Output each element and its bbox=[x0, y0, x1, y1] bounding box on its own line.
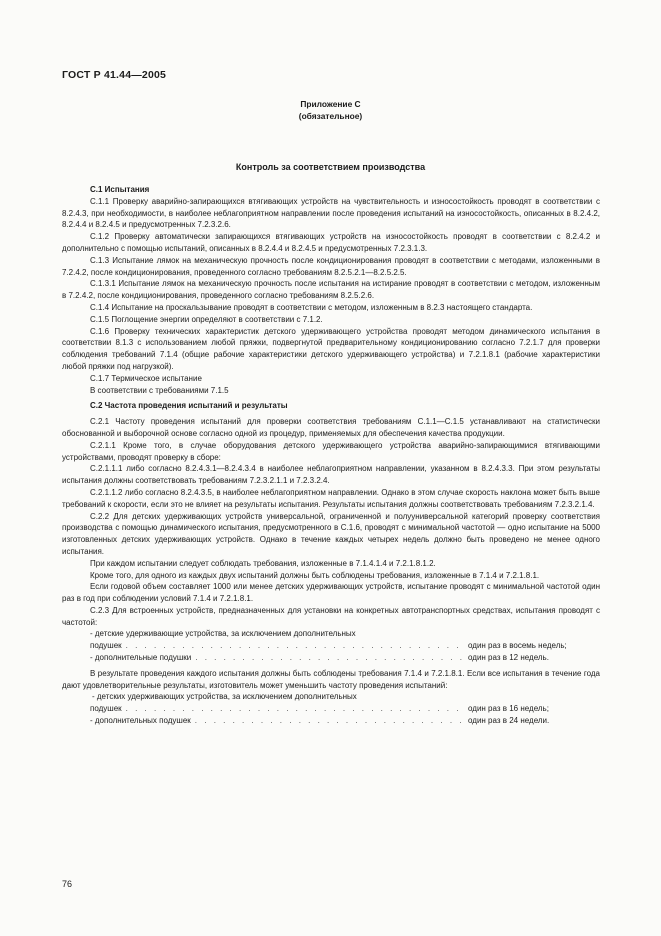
paragraph-c2-1-1-1: С.2.1.1.1 либо согласно 8.2.4.3.1—8.2.4.3.4 в наиболее неблагоприятном направлении, указанном в 8.2.4.3.3. При этом результаты испытания должны соответствовать требованиям 7.2.3.2.1.1 и 7.2.3.2.4. bbox=[62, 464, 600, 486]
list1-item2 bbox=[62, 652, 600, 664]
list1-item1 bbox=[62, 640, 600, 652]
paragraph-c1-4: С.1.4 Испытание на проскальзывание проводят в соответствии с методом, изложенным в 8.2.3 настоящего стандарта. bbox=[90, 302, 533, 312]
paragraph-c1-1: С.1.1 Проверку аварийно-запирающихся втягивающих устройств на чувствительность и износостойкость проводят в соответствии с 8.2.4.3, при необходимости, в наиболее неблагоприятном направлении после проведения испытаний на износостойкость, описанных в 8.2.4.2, 8.2.4.4 и 8.2.4.5 и предусмотренных 7.2.3.2.6. bbox=[62, 196, 600, 230]
paragraph-c2-2-c: Если годовой объем составляет 1000 или менее детских удерживающих устройств, испытание проводят с минимальной частотой один раз в год при соблюдении условий 7.1.4 и 7.2.1.8.1. bbox=[62, 582, 600, 604]
section-c1-heading: С.1 Испытания bbox=[90, 185, 150, 194]
list1-item2-value: один раз в 12 недель. bbox=[468, 653, 549, 663]
paragraph-c1-7-text: В соответствии с требованиями 7.1.5 bbox=[90, 385, 229, 395]
list2-item1-label: подушек bbox=[90, 704, 122, 714]
paragraph-c2-2: С.2.2 Для детских удерживающих устройств универсальной, ограниченной и полууниверсальной категорий проверку соответствия производства с помощью динамического испытания, предусмотренного в С.1.6, проводят с минимальной частотой — одно испытание на 5000 изготовленных детских удерживающих устройств. Однако в течение каждых четырех недель должно быть проведено не менее одного испытания. bbox=[62, 511, 600, 556]
leader-dots bbox=[126, 703, 464, 715]
leader-dots bbox=[126, 640, 464, 652]
list1-item1-value: один раз в восемь недель; bbox=[468, 641, 567, 651]
paragraph-c2-3-b: В результате проведения каждого испытания должны быть соблюдены требования 7.1.4 и 7.2.1.8.1. Если все испытания в течение года дают удовлетворительные результаты, изготовитель может уменьшить частоту проведения испытаний: bbox=[62, 668, 600, 690]
list1-line1: - детские удерживающие устройства, за исключением дополнительных bbox=[90, 629, 356, 639]
paragraph-c2-1: С.2.1 Частоту проведения испытаний для проверки соответствия требованиям С.1.1—С.1.5 устанавливают на статистически обоснованной и выборочной основе согласно одной из процедур, применяемых для обеспечения качества продукции. bbox=[62, 417, 600, 438]
paragraph-c2-2-a: При каждом испытании следует соблюдать требования, изложенные в 7.1.4.1.4 и 7.2.1.8.1.2. bbox=[90, 558, 436, 568]
paragraph-c1-2: С.1.2 Проверку автоматически запирающихся втягивающих устройств на износостойкость проводят в соответствии с 8.2.4.2 и дополнительно с помощью испытаний, описанных в 8.2.4.4 и 8.2.4.5 и предусмотренных 7.2.3.1.3. bbox=[62, 232, 600, 253]
paragraph-c1-6: С.1.6 Проверку технических характеристик детского удерживающего устройства проводят методом динамического испытания в соответствии 8.1.3 с использованием любой пряжки, подвергнутой предварительному кондиционированию согласно 7.2.1.7 для проверки соблюдения требований 7.1.4 (общие рабочие характеристики детского удерживающего устройства) и 7.2.1.8.1 (рабочие характеристики любой пряжки под нагрузкой). bbox=[62, 326, 600, 371]
paragraph-c1-5: С.1.5 Поглощение энергии определяют в соответствии с 7.1.2. bbox=[90, 314, 323, 324]
list2-item2-value: один раз в 24 недели. bbox=[468, 716, 550, 726]
list2-line1: - детских удерживающих устройства, за исключением дополнительных bbox=[92, 692, 357, 702]
list2-item2-label: - дополнительных подушек bbox=[90, 716, 191, 726]
paragraph-c1-7: С.1.7 Термическое испытание bbox=[90, 373, 202, 383]
document-body bbox=[62, 184, 600, 727]
paragraph-c1-3-1: С.1.3.1 Испытание лямок на механическую прочность после испытания на истирание проводят в соответствии с методом, изложенным в 7.2.4.2, после кондиционирования, проведенного согласно требованиям 8.2.5.2.6. bbox=[62, 279, 600, 301]
appendix-title: Приложение С bbox=[300, 99, 361, 109]
leader-dots bbox=[195, 652, 464, 664]
list2-item2 bbox=[62, 715, 600, 727]
list2-item1 bbox=[62, 703, 600, 715]
page-number: 76 bbox=[62, 879, 73, 889]
section-c2-heading: С.2 Частота проведения испытаний и результаты bbox=[90, 401, 288, 411]
appendix-status: (обязательное) bbox=[298, 111, 363, 121]
section-title: Контроль за соответствием производства bbox=[235, 162, 426, 172]
standard-header: ГОСТ Р 41.44—2005 bbox=[62, 69, 167, 81]
paragraph-c2-1-1: С.2.1.1 Кроме того, в случае оборудования детского удерживающего устройства аварийно-запирающимися втягивающими устройствами, проводят проверку в сборе: bbox=[62, 440, 600, 462]
paragraph-c1-3: С.1.3 Испытание лямок на механическую прочность после кондиционирования проводят в соответствии с методами, изложенными в 7.2.4.2, после кондиционирования, проведенного согласно требованиям 8.2.5.2.1—8.2.5.2.5. bbox=[62, 255, 600, 277]
list1-item2-label: - дополнительные подушки bbox=[90, 653, 192, 663]
list1-item1-label: подушек bbox=[90, 641, 122, 651]
paragraph-c2-2-b: Кроме того, для одного из каждых двух испытаний должны быть соблюдены требования, изложенные в 7.1.4 и 7.2.1.8.1. bbox=[90, 570, 540, 580]
list2-item1-value: один раз в 16 недель; bbox=[468, 704, 549, 714]
paragraph-c2-1-1-2: С.2.1.1.2 либо согласно 8.2.4.3.5, в наиболее неблагоприятном направлении. Однако в этом случае скорость наклона может быть выше требований к скорости, если это не влияет на результаты испытания. Результаты испытания должны соответствовать требованиям 7.2.3.2.1.4. bbox=[62, 487, 600, 509]
paragraph-c2-3: С.2.3 Для встроенных устройств, предназначенных для установки на конкретных автотранспортных средствах, испытания проводят с частотой: bbox=[62, 605, 600, 627]
leader-dots bbox=[195, 715, 464, 727]
